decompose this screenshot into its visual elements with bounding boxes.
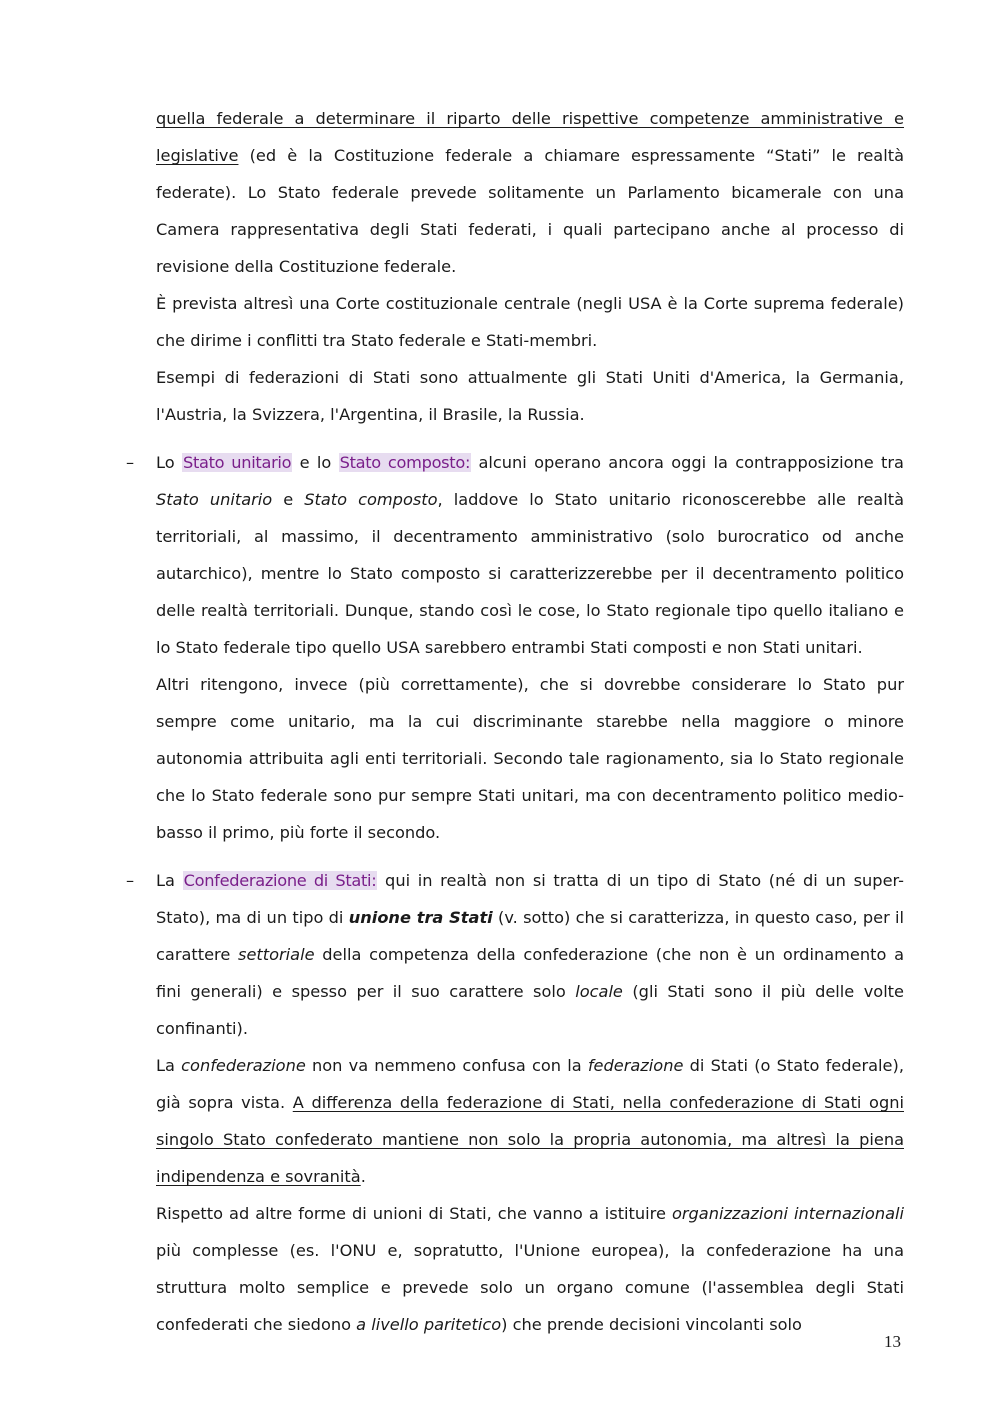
paragraph: Altri ritengono, invece (più correttamente), che si dovrebbe considerare lo Stato pur sempre come unitario, ma la cui discriminante starebbe nella maggiore o minore autonomia attribuita agli enti territoriali. Secondo tale ragionamento, sia lo Stato regionale che lo Stato federale sono pur sempre Stati unitari, ma con decentramento politico medio-basso il primo, più forte il secondo. [156,675,904,842]
dash-bullet: – [126,453,135,472]
intro-paragraph-3: Esempi di federazioni di Stati sono attualmente gli Stati Uniti d'America, la Germania, l'Austria, la Svizzera, l'Argentina, il Brasile, la Russia. [156,368,904,424]
paragraph: Lo Stato unitario e lo Stato composto: alcuni operano ancora oggi la contrapposizione tra Stato unitario e Stato composto, laddove lo Stato unitario riconoscerebbe alle realtà territoriali, al massimo, il decentramento amministrativo (solo burocratico od anche autarchico), mentre lo Stato composto si caratterizzerebbe per il decentramento politico delle realtà territoriali. Dunque, stando così le cose, lo Stato regionale tipo quello italiano e lo Stato federale tipo quello USA sarebbero entrambi Stati composti e non Stati unitari. [156,453,904,657]
page-number: 13 [884,1332,901,1351]
list-item-confederazione [126,862,904,1343]
intro-paragraph-1: quella federale a determinare il riparto delle rispettive competenze amministrative e legislative (ed è la Costituzione federale a chiamare espressamente “Stati” le realtà federate). Lo Stato federale prevede solitamente un Parlamento bicamerale con una Camera rappresentativa degli Stati federati, i quali partecipano anche al processo di revisione della Costituzione federale. [156,109,904,276]
body-text [126,100,904,1343]
intro-paragraph-2: È prevista altresì una Corte costituzionale centrale (negli USA è la Corte suprema federale) che dirime i conflitti tra Stato federale e Stati-membri. [156,294,904,350]
list-item-stato-unitario [126,444,904,851]
paragraph: La Confederazione di Stati: qui in realtà non si tratta di un tipo di Stato (né di un super-Stato), ma di un tipo di unione tra Stati (v. sotto) che si caratterizza, in questo caso, per il carattere settoriale della competenza della confederazione (che non è un ordinamento a fini generali) e spesso per il suo carattere solo locale (gli Stati sono il più delle volte confinanti). [156,871,904,1038]
paragraph: Rispetto ad altre forme di unioni di Stati, che vanno a istituire organizzazioni internazionali più complesse (es. l'ONU e, sopratutto, l'Unione europea), la confederazione ha una struttura molto semplice e prevede solo un organo comune (l'assemblea degli Stati confederati che siedono a livello paritetico) che prende decisioni vincolanti solo [156,1204,904,1334]
paragraph: La confederazione non va nemmeno confusa con la federazione di Stati (o Stato federale), già sopra vista. A differenza della federazione di Stati, nella confederazione di Stati ogni singolo Stato confederato mantiene non solo la propria autonomia, ma altresì la piena indipendenza e sovranità. [156,1056,904,1186]
bold-italic-term: unione tra Stati [348,908,493,927]
dash-bullet: – [126,871,135,890]
underlined-text: A differenza della federazione di Stati, nella confederazione di Stati ogni singolo Stato confederato mantiene non solo la propria autonomia, ma altresì la piena indipendenza e sovranità [156,1093,904,1186]
highlight-term: Stato composto: [339,453,471,472]
highlight-term: Stato unitario [182,453,292,472]
underlined-text: quella federale a determinare il riparto delle rispettive competenze amministrative e legislative [156,109,904,165]
highlight-term: Confederazione di Stati: [183,871,377,890]
